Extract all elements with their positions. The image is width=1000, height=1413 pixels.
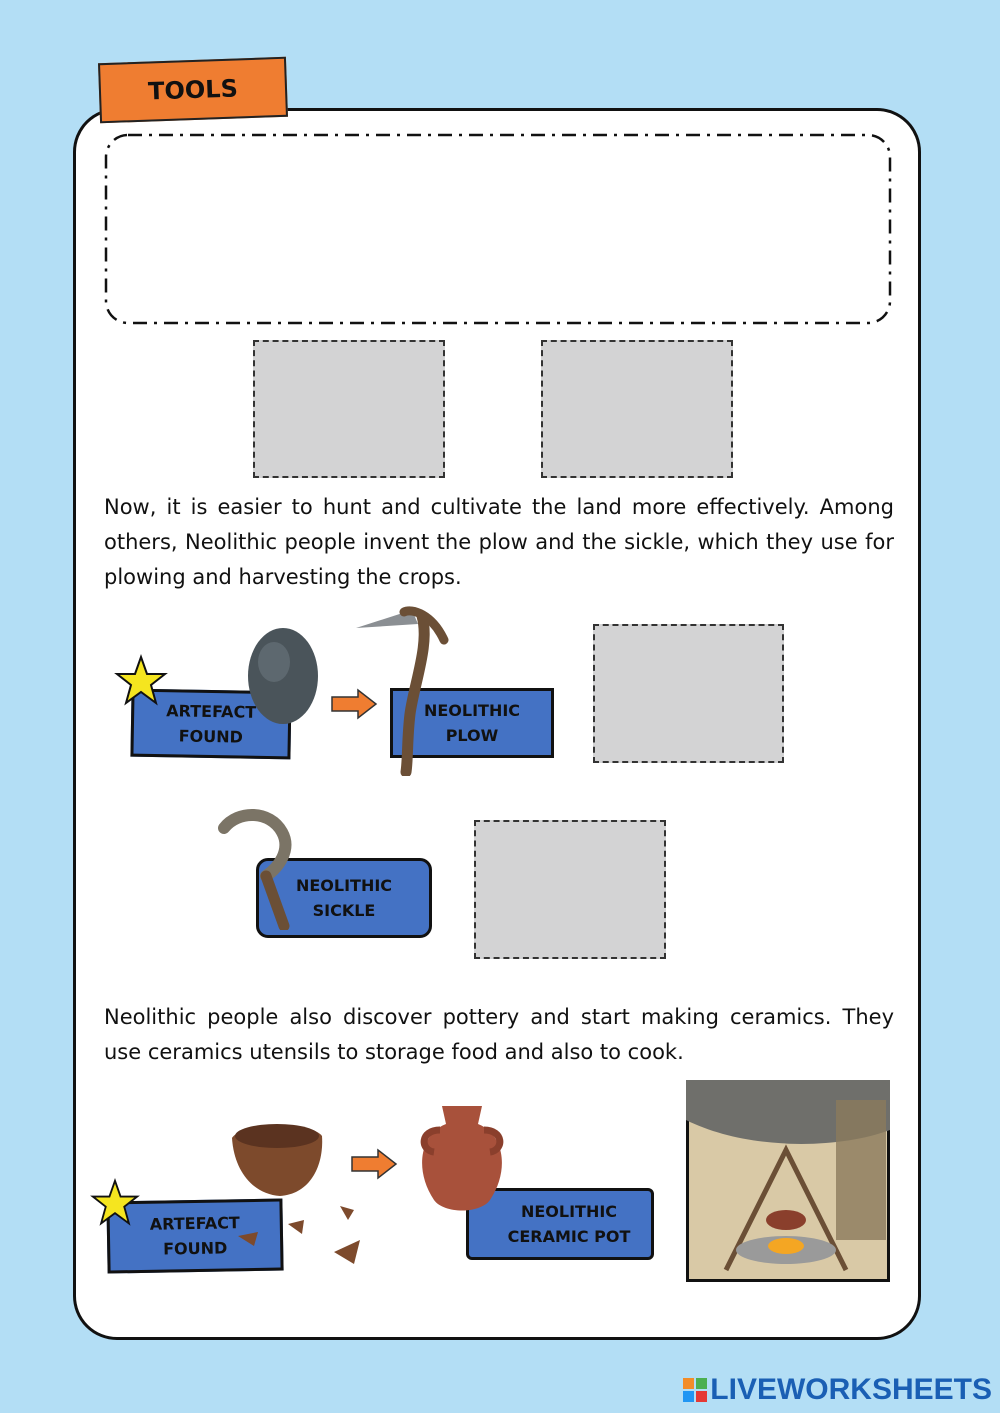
liveworksheets-logo: [682, 1373, 992, 1407]
label-line: CERAMIC POT: [507, 1227, 631, 1246]
neolithic-plow-image: [352, 604, 452, 776]
label-line: FOUND: [178, 726, 244, 747]
label-line: NEOLITHIC: [423, 701, 521, 720]
drop-zone-3[interactable]: [593, 624, 784, 763]
section-title-tab: [98, 57, 288, 124]
star-icon: [114, 654, 168, 708]
paragraph-tools: Now, it is easier to hunt and cultivate the land more effectively. Among others, Neolithic people invent the plow and the sickle, which they use for plowing and harvesting the crops.: [104, 495, 894, 589]
stone-artefact-image: [246, 626, 320, 726]
star-icon: [90, 1178, 140, 1228]
answer-box-large[interactable]: [104, 132, 892, 326]
label-line: SICKLE: [312, 901, 376, 920]
neolithic-cooking-scene-image: [686, 1080, 890, 1282]
drop-zone-2[interactable]: [541, 340, 733, 478]
drop-zone-1[interactable]: [253, 340, 445, 478]
ceramic-pot-image: [412, 1100, 512, 1220]
label-line: ARTEFACT: [149, 1213, 240, 1234]
logo-text: LIVEWORKSHEETS: [710, 1373, 992, 1406]
paragraph-pottery: Neolithic people also discover pottery and start making ceramics. They use ceramics utensils to storage food and also to cook.: [104, 1005, 894, 1064]
label-line: ARTEFACT: [166, 701, 257, 722]
neolithic-sickle-image: [218, 806, 298, 930]
arrow-right-icon: [350, 1148, 398, 1180]
label-line: FOUND: [162, 1238, 228, 1259]
label-line: NEOLITHIC: [295, 876, 393, 895]
section-title: TOOLS: [147, 74, 239, 106]
drop-zone-4[interactable]: [474, 820, 666, 959]
label-line: PLOW: [445, 726, 499, 745]
liveworksheets-logo-mark: [682, 1377, 708, 1403]
label-line: NEOLITHIC: [520, 1202, 618, 1221]
pottery-fragments-image: [230, 1116, 370, 1276]
